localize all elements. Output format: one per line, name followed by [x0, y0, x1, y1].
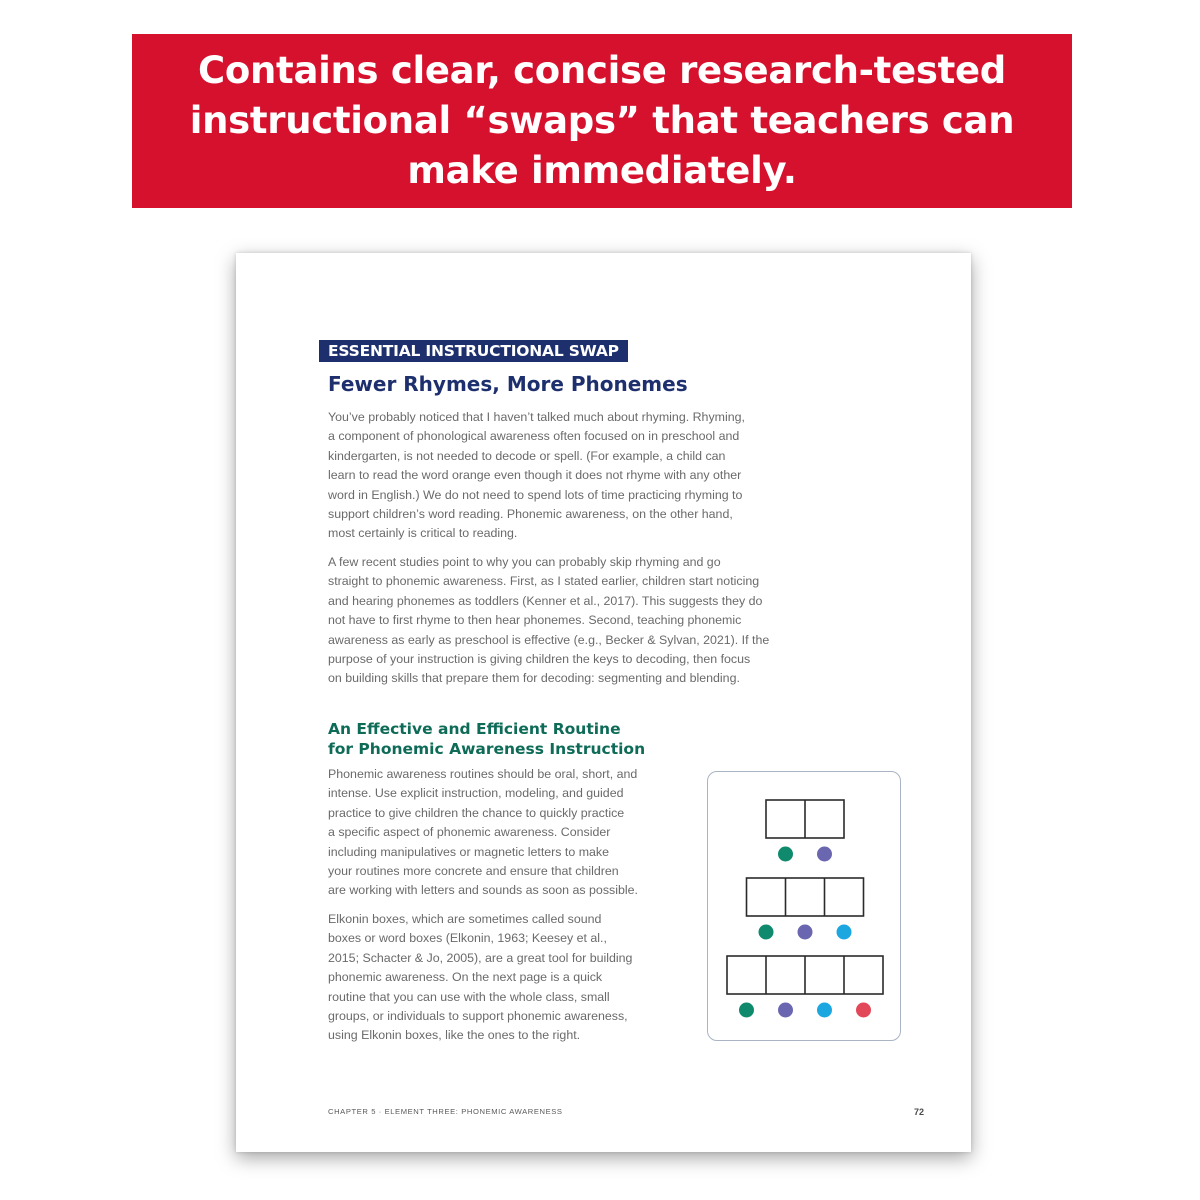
text-line: straight to phonemic awareness. First, as I stated earlier, children start noticing [328, 574, 760, 589]
text-line: Elkonin boxes, which are sometimes called sound [328, 912, 602, 926]
text-line: using Elkonin boxes, like the ones to the right. [328, 1028, 581, 1043]
text-line: Phonemic awareness routines should be oral, short, and [328, 767, 638, 781]
text-line: boxes or word boxes (Elkonin, 1963; Keesey et al., [328, 931, 607, 946]
sound-counter-dot [778, 847, 793, 862]
text-line: on building skills that prepare them for decoding: segmenting and blending. [328, 671, 740, 686]
text-line: practice to give children the chance to quickly practice [328, 805, 625, 820]
body-paragraph [328, 553, 769, 689]
text-line: are working with letters and sounds as soon as possible. [328, 883, 638, 898]
elkonin-box-row [747, 878, 864, 916]
sound-counter-dot [759, 925, 774, 940]
text-line: word in English.) We do not need to spend lots of time practicing rhyming to [328, 487, 743, 502]
page-title: Fewer Rhymes, More Phonemes [328, 372, 688, 396]
text-line: not have to first rhyme to then hear phonemes. Second, teaching phonemic [328, 613, 742, 628]
sound-counter-dot [837, 925, 852, 940]
section-tag: ESSENTIAL INSTRUCTIONAL SWAP [319, 340, 628, 362]
text-line: learn to read the word orange even though it does not rhyme with any other [328, 468, 742, 483]
sound-counter-dot [817, 1003, 832, 1018]
subheading-line: for Phonemic Awareness Instruction [328, 740, 646, 758]
text-line: support children’s word reading. Phonemic awareness, on the other hand, [328, 507, 733, 522]
running-footer: CHAPTER 5 · ELEMENT THREE: PHONEMIC AWARENESS [328, 1107, 563, 1116]
text-line: awareness as early as preschool is effective (e.g., Becker & Sylvan, 2021). If the [328, 632, 770, 647]
banner-line: Contains clear, concise research-tested [198, 49, 1006, 92]
sound-counter-dot [817, 847, 832, 862]
text-line: a component of phonological awareness often focused on in preschool and [328, 429, 740, 444]
sound-counter-dot [798, 925, 813, 940]
body-paragraph [328, 910, 632, 1046]
text-line: You’ve probably noticed that I haven’t talked much about rhyming. Rhyming, [328, 410, 745, 424]
text-line: purpose of your instruction is giving children the keys to decoding, then focus [328, 652, 751, 667]
subheading-line: An Effective and Efficient Routine [328, 720, 621, 738]
text-line: routine that you can use with the whole class, small [328, 989, 610, 1004]
text-line: including manipulatives or magnetic letters to make [328, 844, 609, 859]
text-line: intense. Use explicit instruction, modeling, and guided [328, 786, 624, 801]
book-page [236, 253, 971, 1152]
text-line: A few recent studies point to why you can probably skip rhyming and go [328, 555, 721, 569]
section-subheading [328, 719, 645, 759]
banner-line: instructional “swaps” that teachers can [189, 99, 1015, 142]
page-number: 72 [914, 1107, 925, 1117]
banner-line: make immediately. [407, 149, 797, 192]
text-line: groups, or individuals to support phonemic awareness, [328, 1009, 628, 1024]
sound-counter-dot [778, 1003, 793, 1018]
sound-counter-dot [856, 1003, 871, 1018]
elkonin-boxes-graphic [708, 772, 899, 1039]
elkonin-boxes-diagram [707, 771, 901, 1041]
text-line: kindergarten, is not needed to decode or spell. (For example, a child can [328, 448, 726, 463]
banner-headline [190, 46, 1015, 196]
text-line: and hearing phonemes as toddlers (Kenner et al., 2017). This suggests they do [328, 593, 763, 608]
body-paragraph [328, 408, 745, 544]
text-line: most certainly is critical to reading. [328, 526, 518, 541]
text-line: a specific aspect of phonemic awareness. Consider [328, 825, 611, 840]
text-line: your routines more concrete and ensure that children [328, 864, 619, 879]
sound-counter-dot [739, 1003, 754, 1018]
body-paragraph [328, 765, 638, 901]
promo-banner [132, 34, 1072, 208]
text-line: 2015; Schacter & Jo, 2005), are a great tool for building [328, 950, 633, 965]
text-line: phonemic awareness. On the next page is a quick [328, 970, 603, 985]
